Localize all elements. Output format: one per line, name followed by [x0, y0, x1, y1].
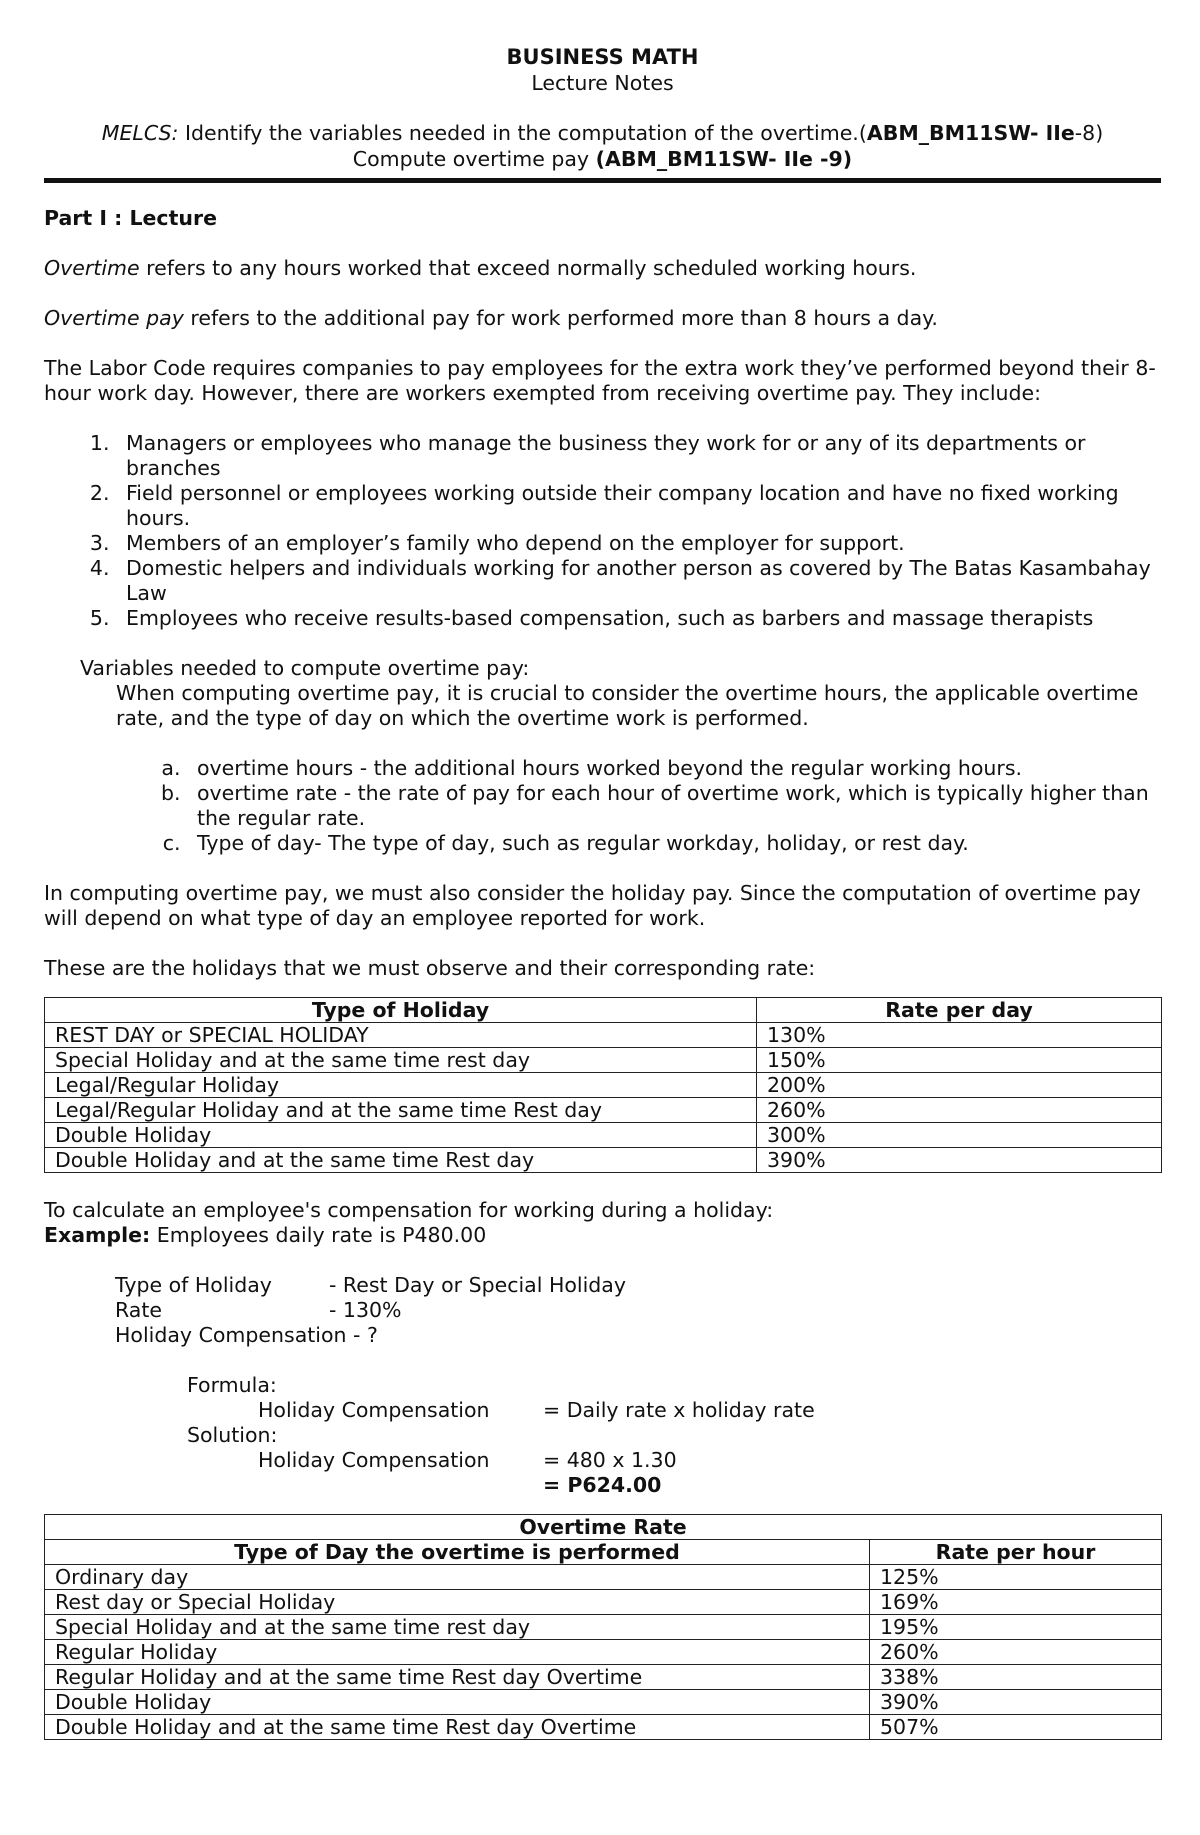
table-row [45, 1715, 1162, 1740]
rate-cell: 169% [870, 1590, 1162, 1615]
melcs-code-2: (ABM_BM11SW- IIe -9) [595, 147, 853, 171]
formula-right: = Daily rate x holiday rate [543, 1398, 815, 1422]
answer-row [44, 1473, 1161, 1498]
table-title: Overtime Rate [45, 1515, 1162, 1540]
holiday-type-cell: Special Holiday and at the same time rest day [45, 1048, 757, 1073]
day-type-cell: Regular Holiday [45, 1640, 870, 1665]
rate-cell: 338% [870, 1665, 1162, 1690]
table-row [45, 1123, 1162, 1148]
overtime-definition [44, 256, 1161, 281]
list-item: c. Type of day- The type of day, such as regular workday, holiday, or rest day. [187, 831, 1161, 856]
type-value: - Rest Day or Special Holiday [329, 1273, 626, 1297]
header-divider [44, 178, 1161, 183]
melcs-line-2-text: Compute overtime pay [352, 147, 596, 171]
rate-cell: 260% [757, 1098, 1162, 1123]
overtime-def-text: refers to any hours worked that exceed normally scheduled working hours. [139, 256, 917, 280]
list-item: 3. Members of an employer’s family who depend on the employer for support. [116, 531, 1161, 556]
type-label: Type of Holiday [115, 1273, 272, 1297]
holiday-type-cell: Double Holiday [45, 1123, 757, 1148]
exempted-list [44, 431, 1161, 631]
overtime-pay-definition [44, 306, 1161, 331]
variables-list [44, 756, 1161, 856]
example-rate-row [44, 1298, 1161, 1323]
table-title-row [45, 1515, 1162, 1540]
holiday-list-intro: These are the holidays that we must observe and their corresponding rate: [44, 956, 816, 980]
column-header: Type of Day the overtime is performed [45, 1540, 870, 1565]
table-row [45, 1615, 1162, 1640]
doc-subtitle: Lecture Notes [531, 71, 674, 95]
list-item: 1. Managers or employees who manage the business they work for or any of its departments or branches [116, 431, 1161, 481]
overtime-term: Overtime [44, 256, 140, 280]
formula-left: Holiday Compensation [258, 1398, 490, 1422]
table-row [45, 1023, 1162, 1048]
example-intro: To calculate an employee's compensation for working during a holiday: [44, 1198, 774, 1222]
solution-row [44, 1448, 1161, 1473]
list-item: 4. Domestic helpers and individuals working for another person as covered by The Batas Kasambahay Law [116, 556, 1161, 606]
table-row [45, 1073, 1162, 1098]
melcs-code-1-suffix: -8) [1074, 121, 1104, 145]
rate-cell: 125% [870, 1565, 1162, 1590]
solution-right: = 480 x 1.30 [543, 1448, 677, 1472]
table-row [45, 1690, 1162, 1715]
doc-title: BUSINESS MATH [506, 45, 699, 69]
day-type-cell: Ordinary day [45, 1565, 870, 1590]
example-label: Example: [44, 1223, 151, 1247]
table-row [45, 1048, 1162, 1073]
labor-code-paragraph: The Labor Code requires companies to pay employees for the extra work they’ve performed beyond their 8-hour work day. However, there are workers exempted from receiving overtime pay. They include: [44, 356, 1156, 405]
example-line [44, 1223, 1161, 1248]
holiday-type-cell: Legal/Regular Holiday [45, 1073, 757, 1098]
overtime-pay-term: Overtime pay [44, 306, 184, 330]
holiday-type-cell: Legal/Regular Holiday and at the same time Rest day [45, 1098, 757, 1123]
example-type-row [44, 1273, 1161, 1298]
day-type-cell: Regular Holiday and at the same time Rest day Overtime [45, 1665, 870, 1690]
melcs-label: MELCS: [101, 121, 179, 145]
day-type-cell: Special Holiday and at the same time rest day [45, 1615, 870, 1640]
melcs-code-1: ABM_BM11SW- IIe [866, 121, 1075, 145]
example-comp-row [44, 1323, 1161, 1348]
list-item: a. overtime hours - the additional hours worked beyond the regular working hours. [187, 756, 1161, 781]
melcs-text: Identify the variables needed in the computation of the overtime.( [178, 121, 867, 145]
holiday-pay-paragraph: In computing overtime pay, we must also consider the holiday pay. Since the computation of overtime pay will depend on what type of day an employee reported for work. [44, 881, 1141, 930]
rate-cell: 507% [870, 1715, 1162, 1740]
variables-heading: Variables needed to compute overtime pay: [80, 656, 530, 680]
holiday-type-cell: Double Holiday and at the same time Rest day [45, 1148, 757, 1173]
column-header: Rate per hour [870, 1540, 1162, 1565]
table-row [45, 1565, 1162, 1590]
rate-cell: 130% [757, 1023, 1162, 1048]
formula-label: Formula: [187, 1373, 277, 1397]
rate-cell: 300% [757, 1123, 1162, 1148]
table-header-row [45, 998, 1162, 1023]
day-type-cell: Double Holiday and at the same time Rest day Overtime [45, 1715, 870, 1740]
rate-cell: 150% [757, 1048, 1162, 1073]
table-header-row [45, 1540, 1162, 1565]
melcs-line-2 [44, 146, 1161, 172]
solution-label: Solution: [187, 1423, 278, 1447]
section-heading: Part I : Lecture [44, 206, 217, 230]
formula-row [44, 1398, 1161, 1423]
overtime-rate-table [44, 1514, 1162, 1740]
solution-answer: = P624.00 [543, 1473, 662, 1497]
table-row [45, 1148, 1162, 1173]
list-item: 5. Employees who receive results-based compensation, such as barbers and massage therapists [116, 606, 1161, 631]
overtime-pay-def-text: refers to the additional pay for work performed more than 8 hours a day. [183, 306, 938, 330]
holiday-rate-table [44, 997, 1162, 1173]
rate-cell: 260% [870, 1640, 1162, 1665]
table-row [45, 1590, 1162, 1615]
variables-intro: When computing overtime pay, it is crucial to consider the overtime hours, the applicable overtime rate, and the type of day on which the overtime work is performed. [116, 681, 1139, 730]
table-row [45, 1640, 1162, 1665]
rate-cell: 195% [870, 1615, 1162, 1640]
column-header: Type of Holiday [45, 998, 757, 1023]
list-item: b. overtime rate - the rate of pay for each hour of overtime work, which is typically higher than the regular rate. [187, 781, 1161, 831]
rate-label: Rate [115, 1298, 163, 1322]
rate-cell: 200% [757, 1073, 1162, 1098]
list-item: 2. Field personnel or employees working outside their company location and have no fixed working hours. [116, 481, 1161, 531]
comp-label: Holiday Compensation - ? [115, 1323, 378, 1347]
rate-value: - 130% [329, 1298, 402, 1322]
table-row [45, 1098, 1162, 1123]
holiday-type-cell: REST DAY or SPECIAL HOLIDAY [45, 1023, 757, 1048]
day-type-cell: Rest day or Special Holiday [45, 1590, 870, 1615]
solution-left: Holiday Compensation [258, 1448, 490, 1472]
example-text: Employees daily rate is P480.00 [150, 1223, 487, 1247]
rate-cell: 390% [757, 1148, 1162, 1173]
column-header: Rate per day [757, 998, 1162, 1023]
rate-cell: 390% [870, 1690, 1162, 1715]
table-row [45, 1665, 1162, 1690]
document-page [44, 44, 1161, 1740]
day-type-cell: Double Holiday [45, 1690, 870, 1715]
melcs-line-1 [44, 120, 1161, 146]
